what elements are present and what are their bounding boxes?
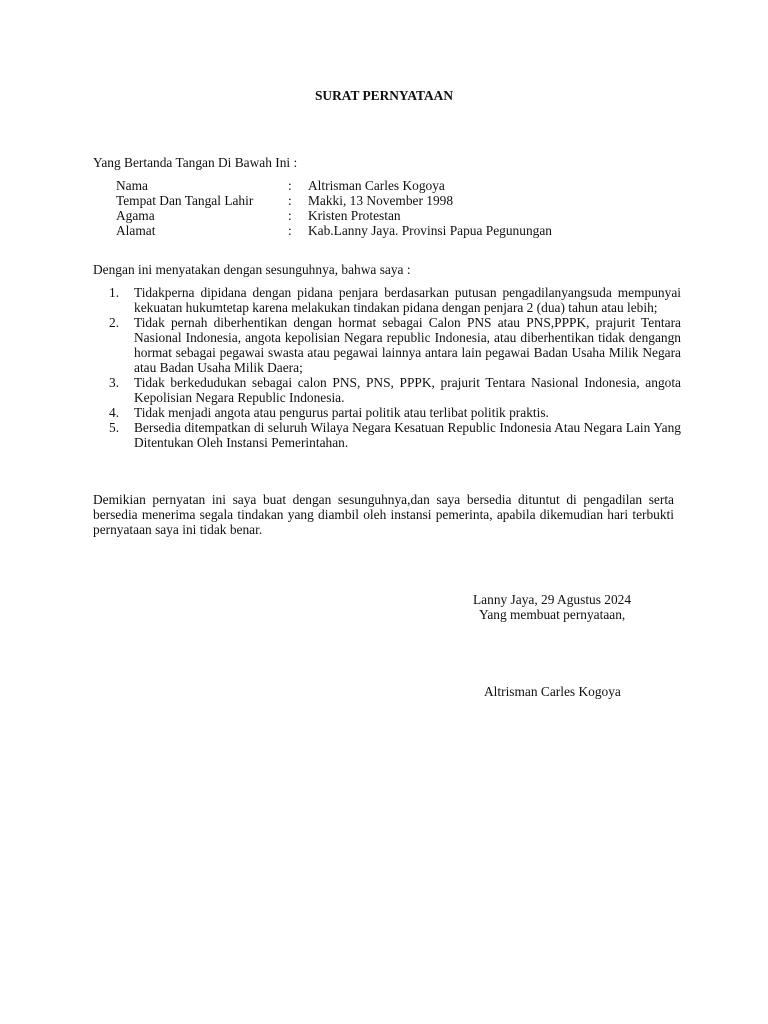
identity-colon: : <box>288 223 292 238</box>
list-item <box>93 285 681 315</box>
signature-name: Altrisman Carles Kogoya <box>484 684 621 699</box>
list-item <box>93 405 681 420</box>
list-number: 1. <box>109 285 120 300</box>
identity-value: Altrisman Carles Kogoya <box>308 178 445 193</box>
list-number: 2. <box>109 315 120 330</box>
identity-row-religion <box>116 208 552 223</box>
list-text: Tidak pernah diberhentikan dengan hormat sebagai Calon PNS atau PNS,PPPK, prajurit Tentara Nasional Indonesia, angota kepolisian Negara republic Indonesia, atau diberhentikan tidak dengangn hormat sebagai pegawai swasta atau pegawai lainnya antara lain pegawai Badan Usaha Milik Negara atau Badan Usaha Milik Daera; <box>134 315 681 375</box>
document-title: SURAT PERNYATAAN <box>314 88 454 103</box>
identity-label: Tempat Dan Tangal Lahir <box>116 193 254 208</box>
statement-list <box>93 285 681 450</box>
identity-colon: : <box>288 193 292 208</box>
list-item <box>93 375 681 405</box>
identity-label: Agama <box>116 208 155 223</box>
identity-value: Makki, 13 November 1998 <box>308 193 454 208</box>
list-item <box>93 315 681 375</box>
identity-label: Nama <box>116 178 148 193</box>
list-number: 4. <box>109 405 120 420</box>
identity-row-birth <box>116 193 552 208</box>
statement-intro: Dengan ini menyatakan dengan sesunguhnya, bahwa saya : <box>93 262 411 277</box>
identity-row-name <box>116 178 552 193</box>
identity-value: Kab.Lanny Jaya. Provinsi Papua Pegunungan <box>308 223 552 238</box>
list-number: 5. <box>109 420 120 435</box>
list-text: Tidak berkedudukan sebagai calon PNS, PNS, PPPK, prajurit Tentara Nasional Indonesia, angota Kepolisian Negara Republic Indonesia. <box>134 375 681 405</box>
list-text: Bersedia ditempatkan di seluruh Wilaya Negara Kesatuan Republic Indonesia Atau Negara Lain Yang Ditentukan Oleh Instansi Pemerintahan. <box>134 420 681 450</box>
list-text: Tidakperna dipidana dengan pidana penjara berdasarkan putusan pengadilanyangsuda mempunyai kekuatan hukumtetap karena melakukan tindakan pidana dengan penjara 2 (dua) tahun atau lebih; <box>134 285 681 315</box>
intro-text: Yang Bertanda Tangan Di Bawah Ini : <box>93 155 298 170</box>
identity-colon: : <box>288 178 292 193</box>
list-text: Tidak menjadi angota atau pengurus partai politik atau terlibat politik praktis. <box>134 405 549 420</box>
closing-paragraph: Demikian pernyatan ini saya buat dengan sesunguhnya,dan saya bersedia dituntut di pengadilan serta bersedia menerima segala tindakan yang diambil oleh instansi pemerinta, apabila dikemudian hari terbukti pernyataan saya ini tidak benar. <box>93 492 674 537</box>
signature-place-date: Lanny Jaya, 29 Agustus 2024 <box>473 592 632 607</box>
list-number: 3. <box>109 375 120 390</box>
identity-value: Kristen Protestan <box>308 208 401 223</box>
list-item <box>93 420 681 450</box>
identity-table <box>116 178 552 238</box>
identity-colon: : <box>288 208 292 223</box>
identity-row-address <box>116 223 552 238</box>
identity-label: Alamat <box>116 223 156 238</box>
signature-role: Yang membuat pernyataan, <box>479 607 626 622</box>
